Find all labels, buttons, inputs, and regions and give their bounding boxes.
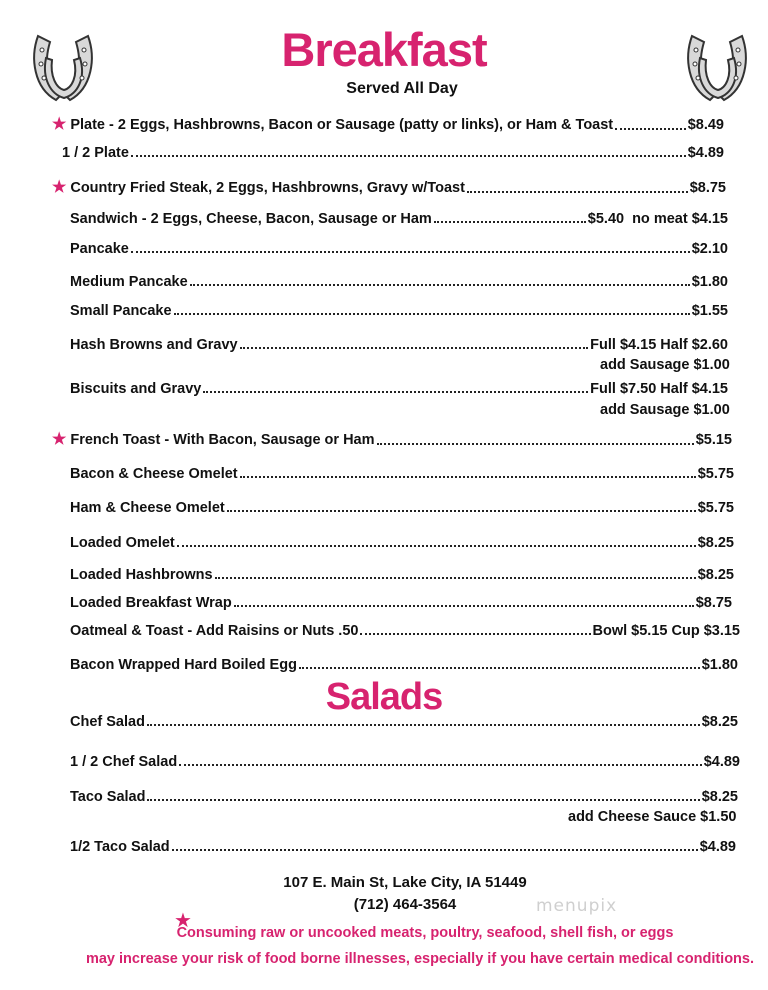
item-name: Medium Pancake — [70, 274, 188, 290]
item-price: $2.10 — [691, 241, 728, 257]
dot-leader — [215, 577, 696, 579]
item-name: Taco Salad — [70, 789, 146, 805]
dot-leader — [131, 251, 690, 253]
item-price: $8.25 — [701, 714, 738, 730]
item-name: Bacon Wrapped Hard Boiled Egg — [70, 657, 297, 673]
item-name: Sandwich - 2 Eggs, Cheese, Bacon, Sausage or Ham — [70, 211, 432, 227]
item-price: Full $7.50 Half $4.15 — [590, 381, 728, 397]
star-icon: ★ — [174, 910, 192, 932]
item-name: Oatmeal & Toast - Add Raisins or Nuts .50 — [70, 623, 359, 639]
item-name: 1 / 2 Plate — [62, 145, 129, 161]
item-name: Small Pancake — [70, 303, 172, 319]
item-addon: add Cheese Sauce $1.50 — [568, 809, 737, 825]
item-price: $8.75 — [689, 180, 726, 196]
phone-number: (712) 464-3564 — [353, 896, 457, 913]
dot-leader — [234, 605, 694, 607]
menu-item — [70, 466, 734, 482]
item-name: Bacon & Cheese Omelet — [70, 466, 238, 482]
item-price: $5.15 — [695, 432, 732, 448]
item-price: $1.55 — [691, 303, 728, 319]
dot-leader — [360, 633, 590, 635]
dot-leader — [174, 313, 690, 315]
menu-item — [70, 623, 740, 639]
item-name: Pancake — [70, 241, 129, 257]
dot-leader — [147, 799, 699, 801]
star-icon: ★ — [52, 431, 67, 448]
item-name: Plate - 2 Eggs, Hashbrowns, Bacon or Sausage (patty or links), or Ham & Toast — [70, 117, 614, 133]
menu-item — [70, 657, 738, 673]
item-price-alt: no meat $4.15 — [632, 211, 728, 227]
item-price: $8.25 — [701, 789, 738, 805]
item-price: $5.40 — [587, 211, 625, 227]
dot-leader — [299, 667, 700, 669]
menu-item — [70, 567, 734, 583]
dot-leader — [240, 476, 696, 478]
item-name: Ham & Cheese Omelet — [70, 500, 225, 516]
menu-item — [70, 535, 734, 551]
dot-leader — [177, 545, 696, 547]
menu-item — [62, 145, 724, 161]
menu-item — [70, 839, 736, 855]
dot-leader — [240, 347, 589, 349]
menu-item — [70, 303, 728, 319]
item-name: French Toast - With Bacon, Sausage or Ham — [70, 432, 375, 448]
breakfast-subtitle: Served All Day — [346, 80, 458, 97]
item-name: Hash Browns and Gravy — [70, 337, 238, 353]
star-icon: ★ — [52, 179, 67, 196]
item-price: $5.75 — [697, 466, 734, 482]
menu-item — [52, 177, 726, 197]
item-addon: add Sausage $1.00 — [600, 357, 730, 373]
menu-item — [52, 114, 724, 134]
dot-leader — [377, 443, 694, 445]
star-icon: ★ — [52, 116, 67, 133]
menu-item — [70, 714, 738, 730]
item-price: $8.25 — [697, 535, 734, 551]
warning-line: may increase your risk of food borne illnesses, especially if you have certain medical conditions. — [85, 951, 755, 967]
menu-item — [70, 274, 728, 290]
dot-leader — [147, 724, 700, 726]
menu-item — [70, 595, 732, 611]
item-price: $8.75 — [695, 595, 732, 611]
item-price: $8.25 — [697, 567, 734, 583]
item-name: Biscuits and Gravy — [70, 381, 202, 397]
item-price: $4.89 — [703, 754, 740, 770]
dot-leader — [172, 849, 698, 851]
item-name: Loaded Hashbrowns — [70, 567, 213, 583]
menu-item — [70, 211, 728, 227]
item-addon: add Sausage $1.00 — [600, 402, 730, 418]
menu-item — [70, 381, 728, 397]
menu-item — [70, 241, 728, 257]
warning-line: Consuming raw or uncooked meats, poultry, seafood, shell fish, or eggs — [176, 925, 674, 941]
item-name: Loaded Omelet — [70, 535, 175, 551]
salads-title: Salads — [325, 676, 443, 718]
dot-leader — [467, 191, 688, 193]
item-price: Full $4.15 Half $2.60 — [590, 337, 728, 353]
menu-item — [52, 429, 732, 449]
item-price: $4.89 — [699, 839, 736, 855]
dot-leader — [131, 155, 686, 157]
item-price: $8.49 — [687, 117, 724, 133]
item-price: $1.80 — [701, 657, 738, 673]
item-name: 1 / 2 Chef Salad — [70, 754, 178, 770]
item-price: $1.80 — [691, 274, 728, 290]
dot-leader — [227, 510, 696, 512]
dot-leader — [179, 764, 702, 766]
item-price: Bowl $5.15 Cup $3.15 — [592, 623, 740, 639]
item-name: Chef Salad — [70, 714, 145, 730]
menu-item — [70, 789, 738, 805]
item-name: Loaded Breakfast Wrap — [70, 595, 232, 611]
dot-leader — [434, 221, 586, 223]
dot-leader — [615, 128, 686, 130]
item-name: Country Fried Steak, 2 Eggs, Hashbrowns, Gravy w/Toast — [70, 180, 465, 196]
item-price: $5.75 — [697, 500, 734, 516]
item-price: $4.89 — [687, 145, 724, 161]
dot-leader — [203, 391, 588, 393]
menu-item — [70, 337, 728, 353]
dot-leader — [190, 284, 690, 286]
item-name: 1/2 Taco Salad — [70, 839, 170, 855]
address: 107 E. Main St, Lake City, IA 51449 — [283, 874, 527, 891]
watermark: menupix — [536, 896, 618, 916]
menu-item — [70, 754, 740, 770]
menu-item — [70, 500, 734, 516]
breakfast-title: Breakfast — [281, 23, 487, 76]
